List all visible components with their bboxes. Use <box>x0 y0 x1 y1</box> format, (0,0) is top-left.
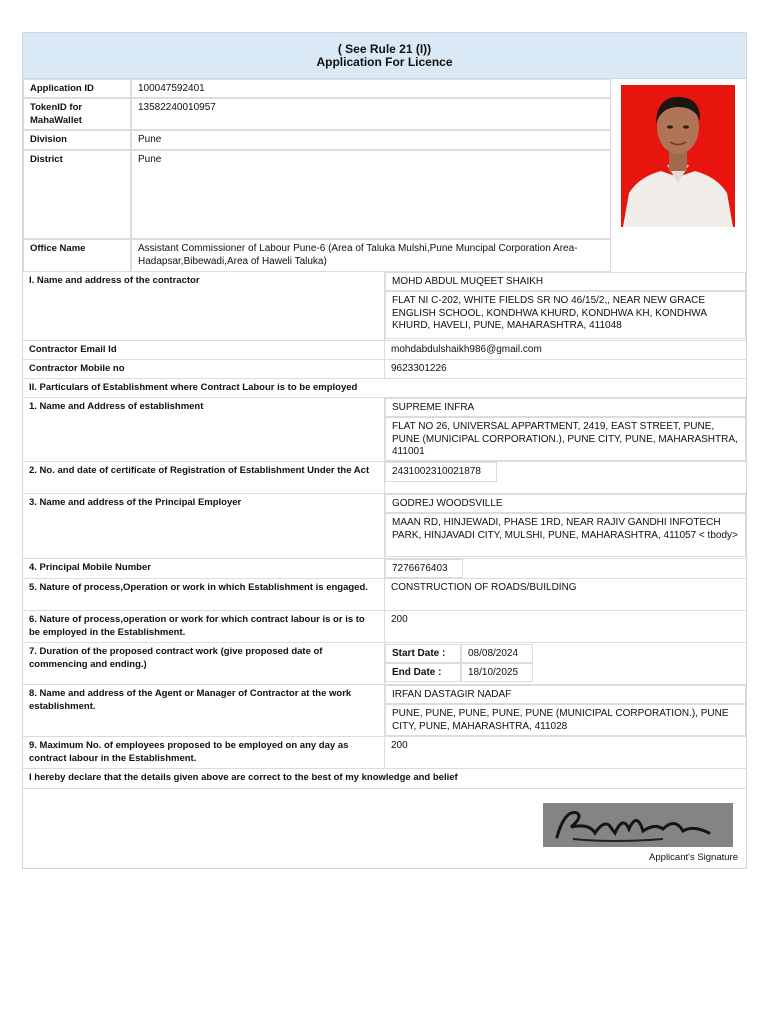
establishment-name: SUPREME INFRA <box>385 398 746 417</box>
section-two-heading-row <box>23 379 746 398</box>
establishment-label: 1. Name and Address of establishment <box>23 398 385 461</box>
end-date-value: 18/10/2025 <box>461 663 533 682</box>
contractor-mobile-value: 9623301226 <box>391 363 447 374</box>
certificate-label: 2. No. and date of certificate of Registration of Establishment Under the Act <box>23 462 385 493</box>
applicant-signature-image <box>543 803 733 847</box>
agent-label: 8. Name and address of the Agent or Manager of Contractor at the work establishment. <box>23 685 385 736</box>
rule-reference: ( See Rule 21 (I)) <box>337 41 432 56</box>
contractor-email-value: mohdabdulshaikh986@gmail.com <box>391 344 542 355</box>
office-name-value: Assistant Commissioner of Labour Pune-6 (Area of Taluka Mulshi,Pune Muncipal Corporation Area-Hadapsar,Bibewadi,Area of Haweli Taluka) <box>131 239 611 272</box>
declaration-text: I hereby declare that the details given above are correct to the best of my knowledge and belief <box>29 772 458 783</box>
principal-mobile-label: 4. Principal Mobile Number <box>23 559 385 578</box>
contractor-row <box>23 272 746 341</box>
signature-row <box>23 789 746 868</box>
form-title: Application For Licence <box>316 54 453 69</box>
applicant-photo <box>621 85 735 227</box>
agent-row <box>23 685 746 737</box>
end-date-label: End Date : <box>385 663 461 682</box>
district-label: District <box>23 150 131 239</box>
agent-name: IRFAN DASTAGIR NADAF <box>385 685 746 704</box>
principal-mobile-row <box>23 559 746 579</box>
nature-label: 5. Nature of process,Operation or work in which Establishment is engaged. <box>23 579 385 610</box>
application-id-value: 100047592401 <box>131 79 611 98</box>
nature-row <box>23 579 746 611</box>
certificate-value: 2431002310021878 <box>385 462 497 482</box>
form-header <box>23 33 746 79</box>
nature-value: CONSTRUCTION OF ROADS/BUILDING <box>391 582 577 593</box>
licence-application-form <box>22 32 747 869</box>
contractor-name: MOHD ABDUL MUQEET SHAIKH <box>385 272 746 291</box>
duration-label: 7. Duration of the proposed contract work (give proposed date of commencing and ending.) <box>23 643 385 684</box>
contractor-address: FLAT NI C-202, WHITE FIELDS SR NO 46/15/2,, NEAR NEW GRACE ENGLISH SCHOOL, KONDHWA KHURD, KONDHWA KH, KONDHWA KHURD, HAVELI, PUNE, MAHARASHTRA, 411048 <box>385 291 746 339</box>
principal-employer-address: MAAN RD, HINJEWADI, PHASE 1RD, NEAR RAJIV GANDHI INFOTECH PARK, HINJAVADI CITY, MULSHI, PUNE, MAHARASHTRA, 411057 < tbody> <box>385 513 746 557</box>
signature-icon <box>543 803 733 847</box>
office-name-label: Office Name <box>23 239 131 272</box>
division-value: Pune <box>131 130 611 150</box>
certificate-row <box>23 462 746 494</box>
application-id-label: Application ID <box>23 79 131 98</box>
duration-row <box>23 643 746 685</box>
agent-address: PUNE, PUNE, PUNE, PUNE, PUNE (MUNICIPAL CORPORATION.), PUNE CITY, PUNE, MAHARASHTRA, 411028 <box>385 704 746 736</box>
signature-label: Applicant's Signature <box>649 852 738 863</box>
application-info-table <box>23 79 746 272</box>
principal-employer-name: GODREJ WOODSVILLE <box>385 494 746 513</box>
contract-details-table <box>23 272 746 868</box>
max-employees-row <box>23 737 746 769</box>
contractor-label: I. Name and address of the contractor <box>23 272 385 340</box>
contractor-mobile-label: Contractor Mobile no <box>23 360 385 378</box>
start-date-value: 08/08/2024 <box>461 644 533 663</box>
section-two-heading: II. Particulars of Establishment where Contract Labour is to be employed <box>29 382 358 393</box>
principal-mobile-value: 7276676403 <box>385 559 463 578</box>
person-photo-icon <box>621 85 735 227</box>
principal-employer-row <box>23 494 746 559</box>
max-employees-label: 9. Maximum No. of employees proposed to be employed on any day as contract labour in the Establishment. <box>23 737 385 768</box>
principal-employer-label: 3. Name and address of the Principal Employer <box>23 494 385 558</box>
token-id-value: 13582240010957 <box>131 98 611 130</box>
max-employees-value: 200 <box>391 740 408 751</box>
establishment-address: FLAT NO 26, UNIVERSAL APPARTMENT, 2419, EAST STREET, PUNE, PUNE (MUNICIPAL CORPORATION.), PUNE CITY, PUNE, MAHARASHTRA, 411001 <box>385 417 746 461</box>
district-value: Pune <box>131 150 611 239</box>
token-id-label: TokenID for MahaWallet <box>23 98 131 130</box>
declaration-row <box>23 769 746 789</box>
start-date-label: Start Date : <box>385 644 461 663</box>
nature-labour-label: 6. Nature of process,operation or work for which contract labour is or is to be employed in the Establishment. <box>23 611 385 642</box>
contractor-mobile-row <box>23 360 746 379</box>
nature-labour-row <box>23 611 746 643</box>
contractor-email-label: Contractor Email Id <box>23 341 385 359</box>
establishment-row <box>23 398 746 462</box>
nature-labour-value: 200 <box>391 614 408 625</box>
contractor-email-row <box>23 341 746 360</box>
division-label: Division <box>23 130 131 150</box>
